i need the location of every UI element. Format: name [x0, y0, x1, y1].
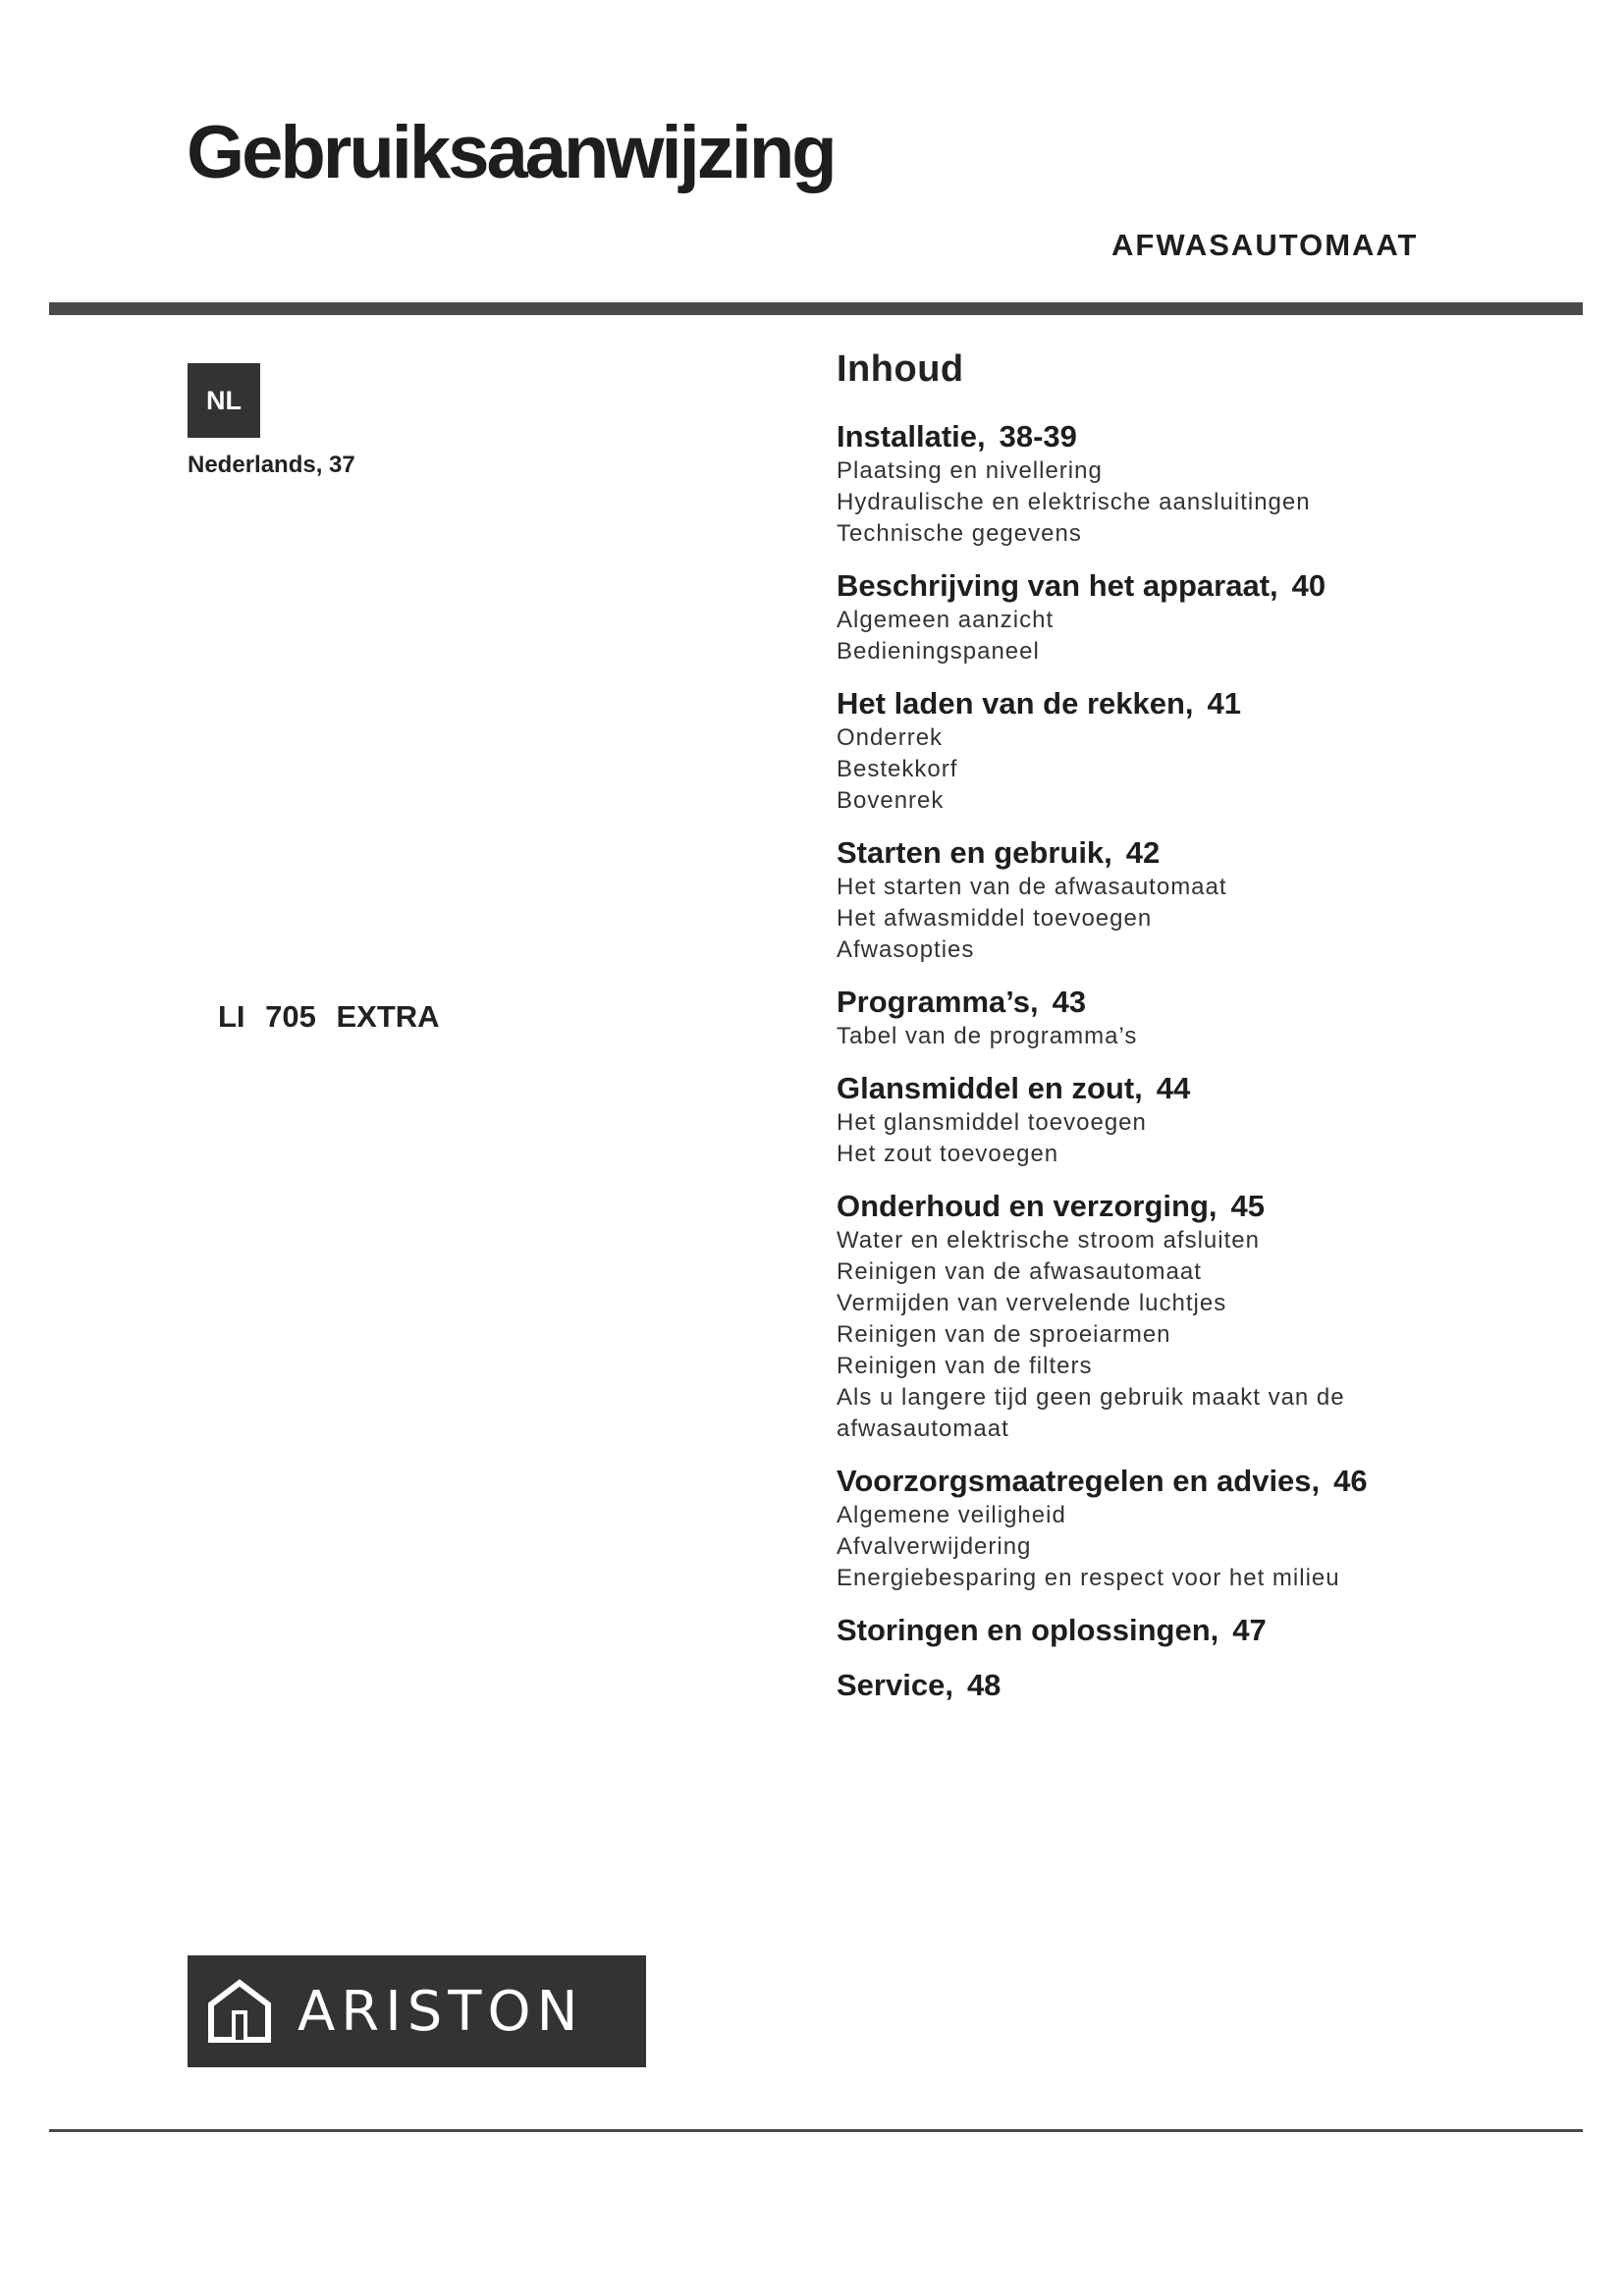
toc-item: Technische gegevens [837, 519, 1082, 547]
toc-section [837, 1463, 1563, 1594]
toc-item: Energiebesparing en respect voor het milieu [837, 1564, 1340, 1591]
product-type-label: AFWASAUTOMAAT [1111, 228, 1419, 262]
toc-item: Reinigen van de sproeiarmen [837, 1320, 1171, 1348]
model-number: LI 705 EXTRA [218, 999, 440, 1034]
toc-item-list [837, 1225, 1563, 1445]
toc-page-number: 42 [1125, 834, 1161, 870]
toc-page-number: 46 [1333, 1463, 1368, 1498]
toc-section [837, 984, 1563, 1052]
toc-section [837, 418, 1563, 550]
toc-item: Reinigen van de filters [837, 1352, 1093, 1379]
toc-item-list [837, 1107, 1563, 1170]
toc-page-number: 40 [1291, 567, 1326, 603]
toc-item-list [837, 872, 1563, 966]
house-outline-icon [207, 1979, 272, 2044]
toc-item-list [837, 722, 1563, 817]
toc-page-number: 44 [1156, 1070, 1191, 1105]
toc-section-title-text: Onderhoud en verzorging, [837, 1188, 1218, 1223]
brand-name: ARISTON [298, 1979, 584, 2044]
table-of-contents [837, 349, 1563, 1722]
toc-item: Het afwasmiddel toevoegen [837, 904, 1153, 932]
toc-section-title [837, 834, 1563, 872]
toc-page-number: 43 [1052, 984, 1087, 1019]
toc-section-title [837, 984, 1563, 1021]
toc-section-title-text: Beschrijving van het apparaat, [837, 567, 1278, 603]
toc-item: Afvalverwijdering [837, 1532, 1032, 1560]
toc-item: Het zout toevoegen [837, 1140, 1059, 1167]
toc-section-title [837, 685, 1563, 722]
toc-page-number: 41 [1207, 685, 1242, 721]
language-page-reference: Nederlands, 37 [188, 452, 355, 478]
toc-item: Afwasopties [837, 935, 975, 963]
toc-item: Tabel van de programma’s [837, 1022, 1138, 1049]
toc-section-title [837, 1667, 1563, 1704]
toc-heading: Inhoud [837, 348, 964, 390]
toc-section-title-text: Het laden van de rekken, [837, 685, 1194, 721]
bottom-divider [49, 2129, 1583, 2132]
toc-item: Algemene veiligheid [837, 1501, 1066, 1528]
toc-section-title [837, 1463, 1563, 1500]
toc-page-number: 45 [1230, 1188, 1265, 1223]
toc-page-number: 38-39 [999, 418, 1077, 454]
toc-item-list [837, 1021, 1563, 1052]
toc-section-title [837, 567, 1563, 605]
toc-item: Algemeen aanzicht [837, 606, 1055, 633]
toc-page-number: 47 [1232, 1612, 1267, 1647]
toc-item: Bovenrek [837, 786, 945, 814]
toc-item: Onderrek [837, 723, 944, 751]
toc-section-title-text: Installatie, [837, 418, 986, 454]
toc-section-title [837, 1612, 1563, 1649]
toc-section-title-text: Glansmiddel en zout, [837, 1070, 1143, 1105]
ariston-logo [188, 1955, 646, 2067]
toc-section-title [837, 1070, 1563, 1107]
toc-section [837, 1188, 1563, 1445]
toc-item: Hydraulische en elektrische aansluitingen [837, 488, 1311, 515]
toc-section-title-text: Service, [837, 1667, 953, 1702]
toc-item-list [837, 1500, 1563, 1594]
document-title: Gebruiksaanwijzing [187, 111, 835, 194]
toc-section [837, 685, 1563, 817]
toc-section-title [837, 1188, 1563, 1225]
toc-section [837, 1667, 1563, 1704]
toc-item: Plaatsing en nivellering [837, 456, 1103, 484]
toc-item: Vermijden van vervelende luchtjes [837, 1289, 1227, 1316]
toc-section-title-text: Programma’s, [837, 984, 1039, 1019]
toc-item-list [837, 455, 1563, 550]
toc-section-title [837, 418, 1563, 455]
toc-section-title-text: Starten en gebruik, [837, 834, 1112, 870]
toc-item: Reinigen van de afwasautomaat [837, 1257, 1202, 1285]
top-divider [49, 302, 1583, 315]
toc-section-title-text: Voorzorgsmaatregelen en advies, [837, 1463, 1321, 1498]
toc-item: Het starten van de afwasautomaat [837, 873, 1227, 900]
toc-section [837, 1612, 1563, 1649]
toc-page-number: 48 [966, 1667, 1001, 1702]
language-badge: NL [188, 363, 260, 438]
toc-section [837, 834, 1563, 966]
toc-item-list [837, 605, 1563, 667]
toc-section [837, 567, 1563, 667]
toc-sections [837, 418, 1563, 1704]
toc-item: Bedieningspaneel [837, 637, 1040, 665]
toc-section-title-text: Storingen en oplossingen, [837, 1612, 1219, 1647]
toc-item: Als u langere tijd geen gebruik maakt van de afwasautomaat [837, 1383, 1345, 1442]
toc-item: Water en elektrische stroom afsluiten [837, 1226, 1260, 1254]
toc-section [837, 1070, 1563, 1170]
toc-item: Het glansmiddel toevoegen [837, 1108, 1147, 1136]
toc-item: Bestekkorf [837, 755, 958, 782]
